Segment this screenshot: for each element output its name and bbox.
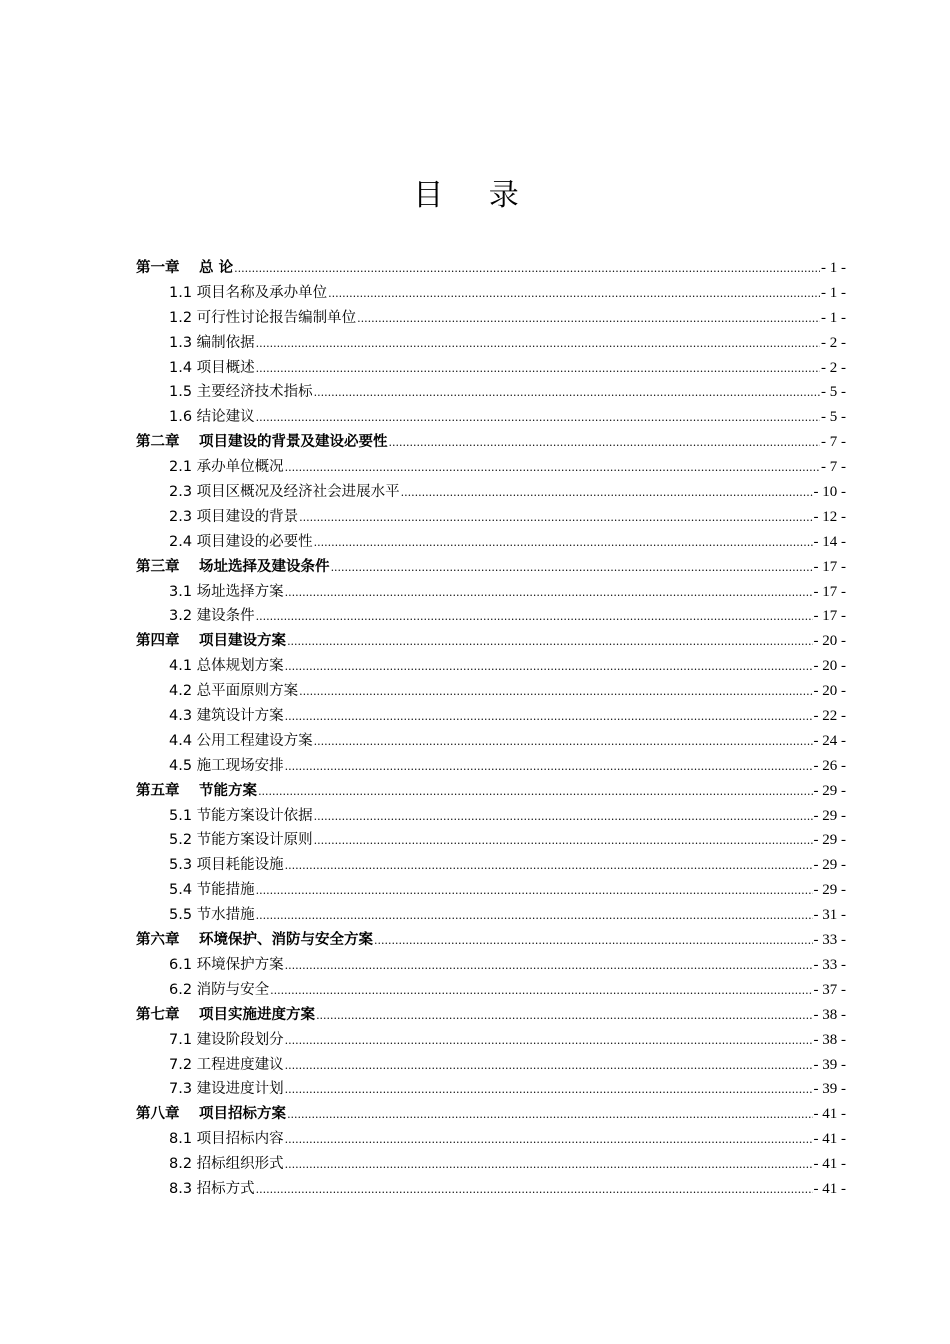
toc-entry-page: - 31 - <box>813 907 846 924</box>
toc-dot-leader <box>270 979 812 1004</box>
toc-section-entry[interactable] <box>136 853 846 878</box>
toc-chapter-entry[interactable] <box>136 256 846 281</box>
toc-section-entry[interactable] <box>136 530 846 555</box>
toc-entry-label: 第二章 项目建设的背景及建设必要性 <box>136 434 388 451</box>
toc-entry-label: 5.5 节水措施 <box>169 907 255 924</box>
toc-section-entry[interactable] <box>136 704 846 729</box>
toc-entry-label: 4.2 总平面原则方案 <box>169 683 299 700</box>
toc-entry-label: 5.1 节能方案设计依据 <box>169 807 313 824</box>
toc-entry-page: - 41 - <box>813 1131 846 1148</box>
toc-entry-page: - 1 - <box>821 309 846 326</box>
toc-entry-label: 6.1 环境保护方案 <box>169 956 284 973</box>
toc-dot-leader <box>256 605 813 630</box>
toc-entry-page: - 39 - <box>813 1056 846 1073</box>
toc-dot-leader <box>285 1078 813 1103</box>
toc-entry-label: 5.4 节能措施 <box>169 882 255 899</box>
toc-entry-label: 5.2 节能方案设计原则 <box>169 832 313 849</box>
toc-entry-page: - 14 - <box>813 533 846 550</box>
toc-dot-leader <box>285 1153 813 1178</box>
toc-dot-leader <box>285 1054 813 1079</box>
toc-section-entry[interactable] <box>136 1077 846 1102</box>
toc-dot-leader <box>285 954 813 979</box>
toc-section-entry[interactable] <box>136 331 846 356</box>
toc-entry-label: 1.4 项目概述 <box>169 359 255 376</box>
toc-entry-page: - 7 - <box>821 434 846 451</box>
toc-entry-page: - 33 - <box>813 932 846 949</box>
toc-dot-leader <box>287 1103 812 1128</box>
toc-section-entry[interactable] <box>136 604 846 629</box>
toc-entry-label: 7.2 工程进度建议 <box>169 1056 284 1073</box>
toc-entry-label: 2.3 项目区概况及经济社会进展水平 <box>169 484 400 501</box>
toc-section-entry[interactable] <box>136 505 846 530</box>
toc-dot-leader <box>328 282 820 307</box>
toc-dot-leader <box>316 1004 812 1029</box>
toc-entry-page: - 17 - <box>813 558 846 575</box>
toc-entry-page: - 20 - <box>813 633 846 650</box>
toc-entry-label: 8.2 招标组织形式 <box>169 1156 284 1173</box>
toc-entry-label: 2.3 项目建设的背景 <box>169 508 299 525</box>
toc-entry-page: - 33 - <box>813 956 846 973</box>
toc-section-entry[interactable] <box>136 978 846 1003</box>
toc-section-entry[interactable] <box>136 281 846 306</box>
toc-section-entry[interactable] <box>136 804 846 829</box>
toc-entry-page: - 26 - <box>813 757 846 774</box>
toc-entry-label: 第八章 项目招标方案 <box>136 1106 287 1123</box>
toc-entry-label: 8.3 招标方式 <box>169 1180 255 1197</box>
toc-entry-page: - 29 - <box>813 832 846 849</box>
toc-dot-leader <box>285 456 820 481</box>
toc-section-entry[interactable] <box>136 306 846 331</box>
toc-dot-leader <box>256 1178 813 1203</box>
toc-dot-leader <box>331 556 813 581</box>
toc-entry-label: 5.3 项目耗能设施 <box>169 857 284 874</box>
toc-section-entry[interactable] <box>136 828 846 853</box>
toc-entry-page: - 29 - <box>813 857 846 874</box>
toc-dot-leader <box>256 406 820 431</box>
toc-entry-page: - 10 - <box>813 484 846 501</box>
toc-dot-leader <box>299 506 812 531</box>
toc-dot-leader <box>314 805 813 830</box>
toc-entry-label: 7.1 建设阶段划分 <box>169 1031 284 1048</box>
toc-section-entry[interactable] <box>136 1127 846 1152</box>
toc-entry-page: - 22 - <box>813 708 846 725</box>
toc-list <box>136 256 846 1202</box>
toc-dot-leader <box>314 531 813 556</box>
toc-section-entry[interactable] <box>136 380 846 405</box>
toc-entry-page: - 29 - <box>813 782 846 799</box>
toc-entry-label: 3.1 场址选择方案 <box>169 583 284 600</box>
toc-entry-page: - 24 - <box>813 732 846 749</box>
toc-entry-label: 2.1 承办单位概况 <box>169 459 284 476</box>
toc-entry-label: 1.1 项目名称及承办单位 <box>169 284 328 301</box>
toc-entry-label: 6.2 消防与安全 <box>169 981 270 998</box>
toc-entry-page: - 29 - <box>813 807 846 824</box>
toc-section-entry[interactable] <box>136 356 846 381</box>
toc-entry-page: - 7 - <box>821 459 846 476</box>
toc-chapter-entry[interactable] <box>136 928 846 953</box>
toc-entry-label: 2.4 项目建设的必要性 <box>169 533 313 550</box>
toc-entry-page: - 17 - <box>813 608 846 625</box>
toc-entry-label: 1.3 编制依据 <box>169 334 255 351</box>
toc-dot-leader <box>285 854 813 879</box>
toc-entry-page: - 38 - <box>813 1031 846 1048</box>
toc-section-entry[interactable] <box>136 878 846 903</box>
toc-section-entry[interactable] <box>136 903 846 928</box>
toc-section-entry[interactable] <box>136 953 846 978</box>
toc-entry-page: - 17 - <box>813 583 846 600</box>
toc-section-entry[interactable] <box>136 1028 846 1053</box>
toc-dot-leader <box>314 730 813 755</box>
toc-dot-leader <box>256 879 813 904</box>
toc-entry-label: 3.2 建设条件 <box>169 608 255 625</box>
toc-entry-page: - 29 - <box>813 882 846 899</box>
toc-chapter-entry[interactable] <box>136 430 846 455</box>
toc-chapter-entry[interactable] <box>136 1003 846 1028</box>
toc-entry-page: - 2 - <box>821 359 846 376</box>
toc-dot-leader <box>285 705 813 730</box>
toc-section-entry[interactable] <box>136 455 846 480</box>
toc-entry-page: - 5 - <box>821 384 846 401</box>
toc-entry-page: - 2 - <box>821 334 846 351</box>
toc-dot-leader <box>299 680 812 705</box>
toc-entry-page: - 39 - <box>813 1081 846 1098</box>
toc-entry-page: - 12 - <box>813 508 846 525</box>
toc-entry-label: 第六章 环境保护、消防与安全方案 <box>136 932 374 949</box>
toc-dot-leader <box>285 755 813 780</box>
toc-chapter-entry[interactable] <box>136 629 846 654</box>
toc-section-entry[interactable] <box>136 654 846 679</box>
toc-chapter-entry[interactable] <box>136 555 846 580</box>
toc-entry-label: 第四章 项目建设方案 <box>136 633 287 650</box>
toc-section-entry[interactable] <box>136 1177 846 1202</box>
toc-entry-page: - 20 - <box>813 658 846 675</box>
toc-dot-leader <box>256 332 820 357</box>
toc-dot-leader <box>256 904 813 929</box>
toc-entry-page: - 20 - <box>813 683 846 700</box>
toc-section-entry[interactable] <box>136 729 846 754</box>
toc-dot-leader <box>285 1128 813 1153</box>
toc-section-entry[interactable] <box>136 1152 846 1177</box>
toc-entry-label: 4.3 建筑设计方案 <box>169 708 284 725</box>
toc-section-entry[interactable] <box>136 679 846 704</box>
toc-entry-label: 1.2 可行性讨论报告编制单位 <box>169 309 357 326</box>
toc-entry-label: 1.5 主要经济技术指标 <box>169 384 313 401</box>
toc-section-entry[interactable] <box>136 405 846 430</box>
toc-section-entry[interactable] <box>136 480 846 505</box>
toc-entry-label: 第一章 总 论 <box>136 260 234 276</box>
toc-entry-page: - 41 - <box>813 1106 846 1123</box>
toc-dot-leader <box>285 1029 813 1054</box>
toc-entry-page: - 1 - <box>821 260 846 276</box>
toc-section-entry[interactable] <box>136 754 846 779</box>
toc-chapter-entry[interactable] <box>136 779 846 804</box>
toc-entry-label: 第三章 场址选择及建设条件 <box>136 558 330 575</box>
toc-entry-label: 4.4 公用工程建设方案 <box>169 732 313 749</box>
toc-title: 目 录 <box>413 178 537 213</box>
toc-dot-leader <box>285 581 813 606</box>
toc-entry-label: 8.1 项目招标内容 <box>169 1131 284 1148</box>
toc-dot-leader <box>314 829 813 854</box>
toc-entry-page: - 41 - <box>813 1156 846 1173</box>
toc-dot-leader <box>401 481 813 506</box>
toc-entry-page: - 38 - <box>813 1006 846 1023</box>
toc-dot-leader <box>256 357 820 382</box>
toc-entry-label: 第五章 节能方案 <box>136 782 258 799</box>
toc-entry-page: - 5 - <box>821 409 846 426</box>
toc-dot-leader <box>287 630 812 655</box>
toc-entry-label: 7.3 建设进度计划 <box>169 1081 284 1098</box>
toc-chapter-entry[interactable] <box>136 1102 846 1127</box>
toc-entry-label: 第七章 项目实施进度方案 <box>136 1006 316 1023</box>
toc-dot-leader <box>314 381 820 406</box>
toc-entry-page: - 37 - <box>813 981 846 998</box>
toc-entry-page: - 1 - <box>821 284 846 301</box>
toc-dot-leader <box>258 780 812 805</box>
toc-dot-leader <box>285 655 813 680</box>
toc-dot-leader <box>389 431 820 456</box>
toc-entry-page: - 41 - <box>813 1180 846 1197</box>
toc-entry-label: 1.6 结论建议 <box>169 409 255 426</box>
toc-dot-leader <box>357 307 820 332</box>
toc-entry-label: 4.5 施工现场安排 <box>169 757 284 774</box>
toc-section-entry[interactable] <box>136 580 846 605</box>
toc-dot-leader <box>374 929 812 954</box>
toc-entry-label: 4.1 总体规划方案 <box>169 658 284 675</box>
toc-section-entry[interactable] <box>136 1053 846 1078</box>
toc-dot-leader <box>234 257 820 282</box>
